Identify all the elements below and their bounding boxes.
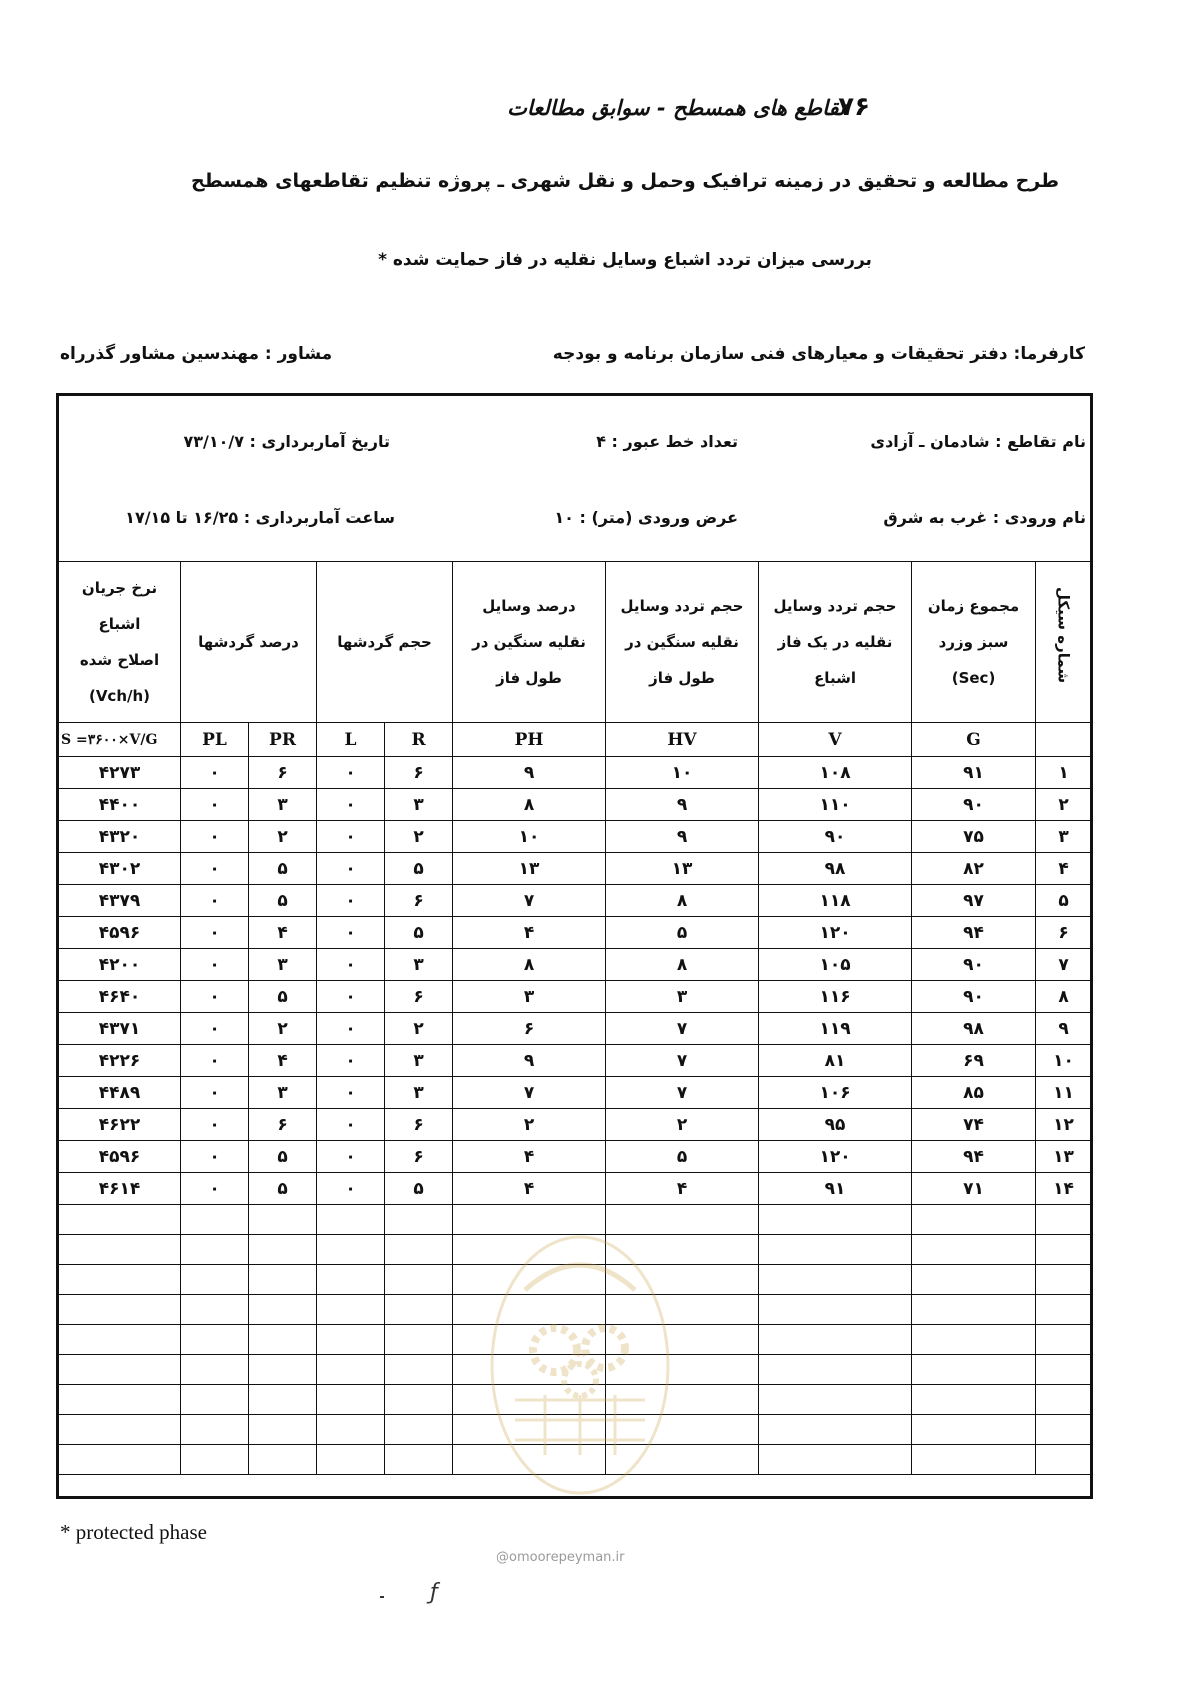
table-cell: ۰ bbox=[181, 853, 249, 885]
empty-cell bbox=[385, 1235, 453, 1265]
table-cell: ۶۹ bbox=[912, 1045, 1036, 1077]
table-cell: ۳ bbox=[249, 1077, 317, 1109]
table-cell: ۰ bbox=[317, 1173, 385, 1205]
empty-cell bbox=[1036, 1265, 1092, 1295]
table-cell: ۹ bbox=[1036, 1013, 1092, 1045]
header-ph-line: طول فاز bbox=[496, 669, 562, 687]
table-cell: ۵ bbox=[606, 917, 759, 949]
table-cell: ۰ bbox=[317, 1109, 385, 1141]
table-cell: ۲ bbox=[606, 1109, 759, 1141]
table-cell: ۵ bbox=[249, 981, 317, 1013]
empty-cell bbox=[759, 1325, 912, 1355]
table-cell: ۴ bbox=[249, 1045, 317, 1077]
table-cell: ۴۶۲۲ bbox=[59, 1109, 181, 1141]
table-cell: ۴ bbox=[1036, 853, 1092, 885]
table-cell: ۰ bbox=[181, 917, 249, 949]
empty-cell bbox=[385, 1295, 453, 1325]
table-cell: ۸۱ bbox=[759, 1045, 912, 1077]
header-green-line: مجموع زمان bbox=[927, 597, 1020, 615]
table-cell: ۰ bbox=[181, 1077, 249, 1109]
table-cell: ۴۶۱۴ bbox=[59, 1173, 181, 1205]
table-cell: ۰ bbox=[181, 821, 249, 853]
table-cell: ۴ bbox=[453, 1173, 606, 1205]
table-cell: ۵ bbox=[385, 853, 453, 885]
table-row bbox=[59, 789, 1092, 821]
empty-cell bbox=[759, 1385, 912, 1415]
empty-cell bbox=[1036, 1355, 1092, 1385]
table-cell: ۰ bbox=[317, 1013, 385, 1045]
header-ph-line: درصد وسایل bbox=[482, 597, 576, 615]
table-cell: ۰ bbox=[317, 1141, 385, 1173]
table-cell: ۶ bbox=[1036, 917, 1092, 949]
table-cell: ۱۳ bbox=[453, 853, 606, 885]
empty-cell bbox=[759, 1355, 912, 1385]
table-cell: ۷ bbox=[606, 1045, 759, 1077]
table-cell: ۴۳۷۹ bbox=[59, 885, 181, 917]
table-cell: ۷ bbox=[453, 1077, 606, 1109]
table-cell: ۲ bbox=[453, 1109, 606, 1141]
header-hv-line: حجم تردد وسایل bbox=[620, 597, 744, 615]
empty-cell bbox=[912, 1355, 1036, 1385]
table-cell: ۰ bbox=[181, 885, 249, 917]
table-cell: ۲ bbox=[249, 1013, 317, 1045]
table-cell: ۸ bbox=[1036, 981, 1092, 1013]
table-cell: ۴۲۰۰ bbox=[59, 949, 181, 981]
header-turn-percent: درصد گردشها bbox=[181, 562, 317, 723]
table-cell: ۵ bbox=[249, 853, 317, 885]
table-cell: ۳ bbox=[249, 789, 317, 821]
empty-cell bbox=[249, 1265, 317, 1295]
table-cell: ۵ bbox=[249, 1173, 317, 1205]
table-cell: ۹۴ bbox=[912, 917, 1036, 949]
header-row bbox=[59, 562, 1092, 723]
empty-cell bbox=[59, 1385, 181, 1415]
empty-cell bbox=[385, 1445, 453, 1475]
intersection-name: نام تقاطع : شادمان ـ آزادی bbox=[870, 432, 1086, 451]
empty-cell bbox=[181, 1385, 249, 1415]
table-cell: ۳ bbox=[453, 981, 606, 1013]
empty-cell bbox=[1036, 1385, 1092, 1415]
empty-cell bbox=[59, 1445, 181, 1475]
table-cell: ۱۰۵ bbox=[759, 949, 912, 981]
table-cell: ۶ bbox=[385, 1109, 453, 1141]
table-cell: ۹۸ bbox=[759, 853, 912, 885]
empty-cell bbox=[912, 1295, 1036, 1325]
running-title: تقاطع های همسطح - سوابق مطالعات bbox=[507, 96, 845, 120]
empty-cell bbox=[59, 1205, 181, 1235]
table-cell: ۴۳۲۰ bbox=[59, 821, 181, 853]
stray-pen-mark: ƒ bbox=[430, 1580, 438, 1605]
table-cell: ۷۴ bbox=[912, 1109, 1036, 1141]
table-cell: ۴۴۸۹ bbox=[59, 1077, 181, 1109]
table-cell: ۵ bbox=[385, 1173, 453, 1205]
table-cell: ۴۳۰۲ bbox=[59, 853, 181, 885]
header-green-line: (Sec) bbox=[951, 669, 996, 687]
table-cell: ۰ bbox=[317, 757, 385, 789]
empty-cell bbox=[181, 1355, 249, 1385]
table-row bbox=[59, 1173, 1092, 1205]
table-cell: ۰ bbox=[317, 853, 385, 885]
empty-cell bbox=[317, 1235, 385, 1265]
table-cell: ۱۲ bbox=[1036, 1109, 1092, 1141]
header-green-line: سبز وزرد bbox=[938, 633, 1009, 651]
table-cell: ۴۵۹۶ bbox=[59, 917, 181, 949]
empty-cell bbox=[1036, 1205, 1092, 1235]
empty-cell bbox=[59, 1235, 181, 1265]
code-cell: PL bbox=[181, 723, 249, 757]
table-cell: ۱۰ bbox=[1036, 1045, 1092, 1077]
table-cell: ۱ bbox=[1036, 757, 1092, 789]
table-cell: ۳ bbox=[606, 981, 759, 1013]
table-cell: ۳ bbox=[1036, 821, 1092, 853]
table-cell: ۴ bbox=[453, 1141, 606, 1173]
empty-cell bbox=[759, 1265, 912, 1295]
code-cell: HV bbox=[606, 723, 759, 757]
empty-cell bbox=[59, 1265, 181, 1295]
table-cell: ۶ bbox=[453, 1013, 606, 1045]
header-v-line: حجم تردد وسایل bbox=[773, 597, 897, 615]
table-cell: ۴ bbox=[606, 1173, 759, 1205]
table-cell: ۱۰۸ bbox=[759, 757, 912, 789]
empty-cell bbox=[1036, 1445, 1092, 1475]
table-cell: ۲ bbox=[385, 1013, 453, 1045]
empty-cell bbox=[317, 1205, 385, 1235]
table-cell: ۰ bbox=[317, 1045, 385, 1077]
table-cell: ۴۴۰۰ bbox=[59, 789, 181, 821]
table-cell: ۱۰ bbox=[453, 821, 606, 853]
empty-cell bbox=[912, 1415, 1036, 1445]
survey-date: تاریخ آماربرداری : ۷۳/۱۰/۷ bbox=[183, 432, 390, 451]
table-cell: ۸ bbox=[453, 949, 606, 981]
empty-cell bbox=[317, 1295, 385, 1325]
table-cell: ۰ bbox=[317, 949, 385, 981]
table-cell: ۹۰ bbox=[759, 821, 912, 853]
empty-cell bbox=[59, 1325, 181, 1355]
table-cell: ۳ bbox=[385, 949, 453, 981]
table-cell: ۱۱۶ bbox=[759, 981, 912, 1013]
header-sat-flow bbox=[59, 562, 181, 723]
gear-emblem-icon bbox=[485, 1230, 675, 1500]
empty-cell bbox=[181, 1265, 249, 1295]
table-cell: ۰ bbox=[181, 1045, 249, 1077]
table-cell: ۱۳ bbox=[606, 853, 759, 885]
table-cell: ۰ bbox=[181, 789, 249, 821]
table-cell: ۲ bbox=[1036, 789, 1092, 821]
table-row bbox=[59, 1013, 1092, 1045]
table-cell: ۷ bbox=[606, 1077, 759, 1109]
empty-cell bbox=[385, 1385, 453, 1415]
empty-cell bbox=[249, 1205, 317, 1235]
table-row bbox=[59, 885, 1092, 917]
table-cell: ۳ bbox=[249, 949, 317, 981]
code-row bbox=[59, 723, 1092, 757]
empty-cell bbox=[59, 1355, 181, 1385]
table-cell: ۱۴ bbox=[1036, 1173, 1092, 1205]
table-cell: ۰ bbox=[181, 757, 249, 789]
table-cell: ۱۲۰ bbox=[759, 917, 912, 949]
page-number: ۷۶ bbox=[838, 92, 870, 122]
table-cell: ۹ bbox=[606, 789, 759, 821]
empty-cell bbox=[317, 1385, 385, 1415]
header-hv-line: طول فاز bbox=[649, 669, 715, 687]
table-cell: ۷ bbox=[606, 1013, 759, 1045]
table-cell: ۱۳ bbox=[1036, 1141, 1092, 1173]
table-cell: ۰ bbox=[317, 885, 385, 917]
table-cell: ۰ bbox=[181, 1141, 249, 1173]
table-row bbox=[59, 981, 1092, 1013]
empty-cell bbox=[181, 1415, 249, 1445]
consultant-line: مشاور : مهندسین مشاور گذرراه bbox=[60, 344, 333, 364]
table-cell: ۷۵ bbox=[912, 821, 1036, 853]
empty-cell bbox=[912, 1265, 1036, 1295]
table-cell: ۴۵۹۶ bbox=[59, 1141, 181, 1173]
empty-cell bbox=[912, 1205, 1036, 1235]
table-cell: ۷۱ bbox=[912, 1173, 1036, 1205]
table-cell: ۲ bbox=[385, 821, 453, 853]
watermark-url: @omoorepeyman.ir bbox=[496, 1550, 625, 1565]
entry-name: نام ورودی : غرب به شرق bbox=[883, 508, 1086, 527]
table-row bbox=[59, 1141, 1092, 1173]
empty-cell bbox=[759, 1415, 912, 1445]
table-cell: ۶ bbox=[385, 757, 453, 789]
header-ph-line: نقلیه سنگین در bbox=[472, 633, 586, 651]
table-cell: ۴ bbox=[249, 917, 317, 949]
table-row bbox=[59, 757, 1092, 789]
table-cell: ۰ bbox=[317, 1077, 385, 1109]
code-cell: S =۳۶۰۰×V/G bbox=[59, 723, 181, 757]
header-sat-flow-line: (Vch/h) bbox=[88, 687, 151, 705]
header-sat-flow-line: نرخ جریان اشباع bbox=[81, 579, 158, 633]
table-cell: ۶ bbox=[249, 757, 317, 789]
table-row bbox=[59, 1109, 1092, 1141]
stray-dot bbox=[380, 1596, 384, 1598]
empty-cell bbox=[249, 1385, 317, 1415]
table-cell: ۶ bbox=[385, 885, 453, 917]
table-cell: ۴۲۷۳ bbox=[59, 757, 181, 789]
table-cell: ۶ bbox=[385, 981, 453, 1013]
table-cell: ۴۳۷۱ bbox=[59, 1013, 181, 1045]
header-turn-volume: حجم گردشها bbox=[317, 562, 453, 723]
empty-cell bbox=[181, 1205, 249, 1235]
code-cell: PH bbox=[453, 723, 606, 757]
table-cell: ۱۱۸ bbox=[759, 885, 912, 917]
code-cell bbox=[1036, 723, 1092, 757]
empty-cell bbox=[181, 1325, 249, 1355]
table-cell: ۸ bbox=[606, 949, 759, 981]
footnote: * protected phase bbox=[60, 1520, 207, 1544]
code-cell: V bbox=[759, 723, 912, 757]
code-cell: R bbox=[385, 723, 453, 757]
header-sat-flow-line: اصلاح شده bbox=[79, 651, 160, 669]
header-ph bbox=[453, 562, 606, 723]
table-cell: ۰ bbox=[317, 981, 385, 1013]
table-cell: ۶ bbox=[249, 1109, 317, 1141]
empty-cell bbox=[249, 1235, 317, 1265]
table-cell: ۷ bbox=[1036, 949, 1092, 981]
empty-cell bbox=[385, 1205, 453, 1235]
empty-cell bbox=[317, 1355, 385, 1385]
table-cell: ۰ bbox=[317, 821, 385, 853]
empty-cell bbox=[317, 1265, 385, 1295]
table-row bbox=[59, 821, 1092, 853]
empty-cell bbox=[1036, 1325, 1092, 1355]
empty-cell bbox=[181, 1295, 249, 1325]
header-green bbox=[912, 562, 1036, 723]
table-cell: ۹۷ bbox=[912, 885, 1036, 917]
empty-cell bbox=[759, 1235, 912, 1265]
empty-cell bbox=[249, 1295, 317, 1325]
table-cell: ۹۰ bbox=[912, 949, 1036, 981]
empty-cell bbox=[759, 1295, 912, 1325]
table-cell: ۴۶۴۰ bbox=[59, 981, 181, 1013]
table-cell: ۰ bbox=[181, 1173, 249, 1205]
table-cell: ۰ bbox=[317, 789, 385, 821]
code-cell: PR bbox=[249, 723, 317, 757]
empty-cell bbox=[912, 1385, 1036, 1415]
table-cell: ۱۱ bbox=[1036, 1077, 1092, 1109]
table-cell: ۹۸ bbox=[912, 1013, 1036, 1045]
table-cell: ۳ bbox=[385, 1045, 453, 1077]
empty-cell bbox=[1036, 1295, 1092, 1325]
empty-cell bbox=[249, 1445, 317, 1475]
table-cell: ۱۰۶ bbox=[759, 1077, 912, 1109]
empty-cell bbox=[759, 1205, 912, 1235]
header-cycle bbox=[1036, 562, 1092, 723]
empty-cell bbox=[249, 1355, 317, 1385]
empty-cell bbox=[1036, 1415, 1092, 1445]
empty-cell bbox=[912, 1445, 1036, 1475]
empty-cell bbox=[912, 1325, 1036, 1355]
table-cell: ۵ bbox=[606, 1141, 759, 1173]
table-cell: ۹ bbox=[453, 757, 606, 789]
project-title: طرح مطالعه و تحقیق در زمینه ترافیک وحمل و نقل شهری ـ پروژه تنظیم تقاطعهای همسطح bbox=[191, 170, 1059, 192]
table-cell: ۸ bbox=[606, 885, 759, 917]
table-cell: ۵ bbox=[249, 1141, 317, 1173]
empty-cell bbox=[385, 1415, 453, 1445]
empty-cell bbox=[317, 1325, 385, 1355]
table-cell: ۳ bbox=[385, 1077, 453, 1109]
empty-cell bbox=[317, 1415, 385, 1445]
subtitle: بررسی میزان تردد اشباع وسایل نقلیه در فاز حمایت شده * bbox=[378, 250, 872, 270]
table-cell: ۹۰ bbox=[912, 789, 1036, 821]
table-cell: ۵ bbox=[385, 917, 453, 949]
table-cell: ۸۲ bbox=[912, 853, 1036, 885]
table-cell: ۴۲۲۶ bbox=[59, 1045, 181, 1077]
entry-width: عرض ورودی (متر) : ۱۰ bbox=[554, 508, 738, 527]
table-row bbox=[59, 1045, 1092, 1077]
empty-cell bbox=[759, 1445, 912, 1475]
table-cell: ۱۱۹ bbox=[759, 1013, 912, 1045]
empty-cell bbox=[181, 1445, 249, 1475]
header-cycle-label: شماره سیکل bbox=[1054, 587, 1073, 684]
table-cell: ۱۲۰ bbox=[759, 1141, 912, 1173]
table-row bbox=[59, 1077, 1092, 1109]
empty-cell bbox=[912, 1235, 1036, 1265]
table-cell: ۲ bbox=[249, 821, 317, 853]
table-cell: ۷ bbox=[453, 885, 606, 917]
table-cell: ۹ bbox=[453, 1045, 606, 1077]
table-cell: ۵ bbox=[249, 885, 317, 917]
table-cell: ۹۰ bbox=[912, 981, 1036, 1013]
empty-cell bbox=[249, 1415, 317, 1445]
table-cell: ۸۵ bbox=[912, 1077, 1036, 1109]
table-cell: ۶ bbox=[385, 1141, 453, 1173]
empty-cell bbox=[59, 1415, 181, 1445]
table-cell: ۴ bbox=[453, 917, 606, 949]
empty-cell bbox=[317, 1445, 385, 1475]
empty-cell bbox=[249, 1325, 317, 1355]
header-hv bbox=[606, 562, 759, 723]
table-row bbox=[59, 853, 1092, 885]
empty-cell bbox=[385, 1355, 453, 1385]
table-cell: ۰ bbox=[317, 917, 385, 949]
table-cell: ۹۱ bbox=[759, 1173, 912, 1205]
employer-line: کارفرما: دفتر تحقیقات و معیارهای فنی سازمان برنامه و بودجه bbox=[552, 344, 1085, 364]
table-cell: ۰ bbox=[181, 1109, 249, 1141]
header-v-line: نقلیه در یک فاز bbox=[777, 633, 893, 651]
table-cell: ۱۱۰ bbox=[759, 789, 912, 821]
table-cell: ۹۴ bbox=[912, 1141, 1036, 1173]
empty-cell bbox=[385, 1265, 453, 1295]
table-cell: ۵ bbox=[1036, 885, 1092, 917]
empty-cell bbox=[59, 1295, 181, 1325]
table-cell: ۳ bbox=[385, 789, 453, 821]
table-cell: ۹۱ bbox=[912, 757, 1036, 789]
header-v-line: اشباع bbox=[814, 669, 856, 687]
empty-cell bbox=[1036, 1235, 1092, 1265]
header-v bbox=[759, 562, 912, 723]
table-row bbox=[59, 917, 1092, 949]
code-cell: G bbox=[912, 723, 1036, 757]
empty-cell bbox=[181, 1235, 249, 1265]
table-cell: ۹ bbox=[606, 821, 759, 853]
table-cell: ۸ bbox=[453, 789, 606, 821]
table-row bbox=[59, 949, 1092, 981]
code-cell: L bbox=[317, 723, 385, 757]
table-cell: ۰ bbox=[181, 1013, 249, 1045]
table-cell: ۰ bbox=[181, 949, 249, 981]
watermark-logo bbox=[485, 1230, 675, 1504]
survey-time: ساعت آماربرداری : ۱۶/۲۵ تا ۱۷/۱۵ bbox=[125, 508, 395, 527]
table-cell: ۰ bbox=[181, 981, 249, 1013]
lane-count: تعداد خط عبور : ۴ bbox=[596, 432, 738, 451]
table-cell: ۹۵ bbox=[759, 1109, 912, 1141]
empty-cell bbox=[385, 1325, 453, 1355]
header-hv-line: نقلیه سنگین در bbox=[625, 633, 739, 651]
table-cell: ۱۰ bbox=[606, 757, 759, 789]
